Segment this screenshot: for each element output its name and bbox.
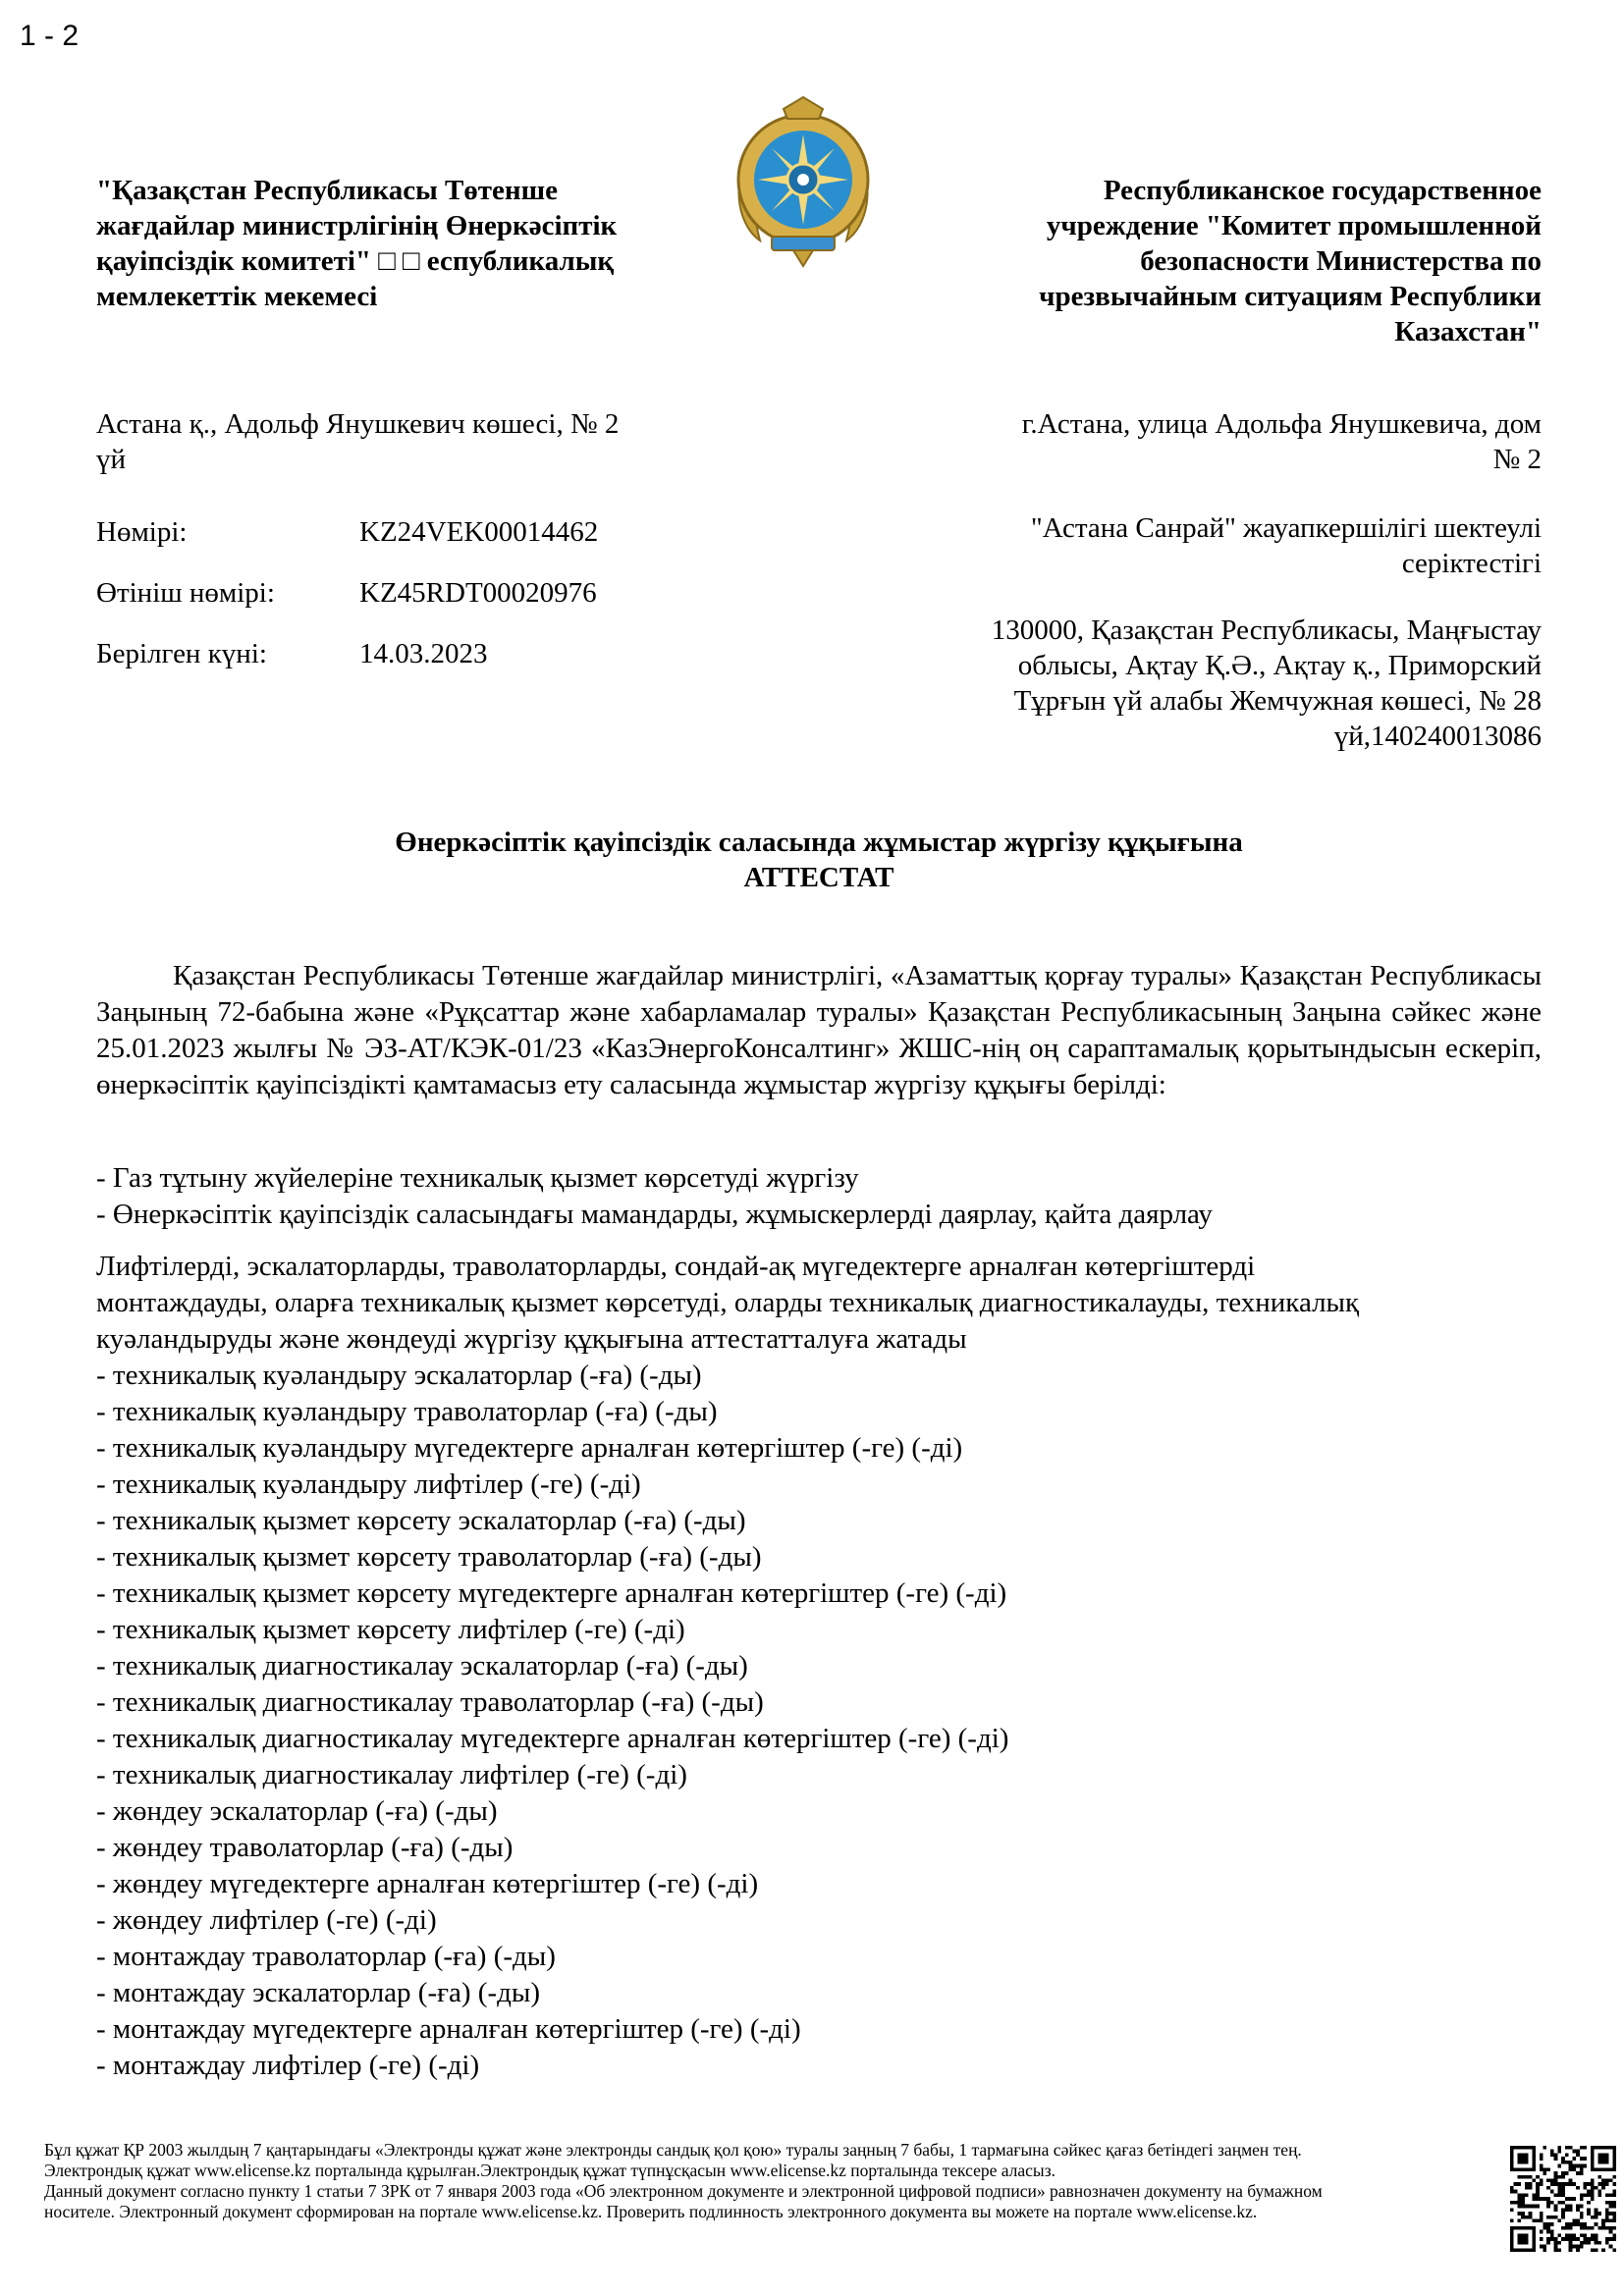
qr-code-icon	[1510, 2146, 1616, 2252]
address-kz-line: Астана қ., Адольф Янушкевич көшесі, № 2	[96, 408, 620, 440]
issuer-address-kazakh	[96, 406, 705, 477]
list-item: - техникалық куәландыру лифтілер (-ге) (-ді)	[96, 1468, 641, 1500]
issue-date-value: 14.03.2023	[359, 638, 488, 669]
issuer-kz-line: "Қазақстан Республикасы Төтенше	[96, 175, 558, 206]
list-item: - техникалық куәландыру траволаторлар (-ға) (-ды)	[96, 1396, 718, 1427]
list-item: - монтаждау траволаторлар (-ға) (-ды)	[96, 1941, 556, 1972]
issuer-address-russian	[903, 406, 1542, 477]
list-item: - Өнеркәсіптік қауіпсіздік саласындағы мамандарды, жұмыскерлерді даярлау, қайта даярлау	[96, 1199, 1213, 1230]
list-item: - техникалық қызмет көрсету траволаторлар (-ға) (-ды)	[96, 1541, 762, 1573]
issuer-ru-line: чрезвычайным ситуациям Республики	[1039, 281, 1542, 312]
address-ru-line: № 2	[1492, 444, 1542, 475]
recipient-name-line: серіктестігі	[1401, 548, 1542, 579]
list-item: - техникалық куәландыру эскалаторлар (-ға) (-ды)	[96, 1360, 702, 1391]
list-item: - техникалық қызмет көрсету эскалаторлар (-ға) (-ды)	[96, 1505, 746, 1536]
footer-line: носителе. Электронный документ сформирован на портале www.elicense.kz. Проверить подлинность электронного документа вы можете на портале www.elicense.kz.	[44, 2202, 1258, 2221]
list-item: - техникалық диагностикалау эскалаторлар (-ға) (-ды)	[96, 1650, 748, 1682]
address-kz-line: үй	[96, 444, 127, 475]
recipient-address-line: үй,140240013086	[1333, 721, 1542, 752]
list-item: - жөндеу мүгедектерге арналған көтергіштер (-ге) (-ді)	[96, 1868, 759, 1899]
title-line: Өнеркәсіптік қауіпсіздік саласында жұмыстар жүргізу құқығына	[395, 827, 1243, 858]
number-value: KZ24VEK00014462	[359, 516, 599, 548]
issuer-kz-line: жағдайлар министрлігінің Өнеркәсіптік	[96, 210, 618, 241]
issuer-ru-line: Казахстан"	[1394, 316, 1542, 347]
list-item: - жөндеу лифтілер (-ге) (-ді)	[96, 1904, 437, 1936]
number-label: Нөмірі:	[96, 516, 188, 548]
recipient-address-line: 130000, Қазақстан Республикасы, Маңғыстау	[991, 614, 1542, 646]
document-title	[96, 825, 1542, 895]
application-number-label: Өтініш нөмірі:	[96, 577, 275, 609]
recipient-address-line: облысы, Ақтау Қ.Ә., Ақтау қ., Приморский	[1017, 650, 1542, 681]
issuer-kz-line: қауіпсіздік комитеті" □ □ еспубликалық	[96, 245, 615, 277]
issuer-name-russian	[943, 173, 1542, 349]
issuer-name-kazakh	[96, 173, 705, 314]
legal-footer	[44, 2140, 1488, 2222]
list-item: - техникалық куәландыру мүгедектерге арналған көтергіштер (-ге) (-ді)	[96, 1432, 963, 1464]
list-item: Лифтілерді, эскалаторларды, траволаторларды, сондай-ақ мүгедектерге арналған көтергіштерді	[96, 1251, 1256, 1282]
issuer-ru-line: учреждение "Комитет промышленной	[1046, 210, 1542, 241]
state-emblem-icon	[725, 93, 882, 270]
list-item: - техникалық диагностикалау лифтілер (-ге) (-ді)	[96, 1759, 687, 1790]
lift-works-list	[96, 1249, 1542, 2084]
list-item: - монтаждау лифтілер (-ге) (-ді)	[96, 2050, 480, 2081]
intro-paragraph: Қазақстан Республикасы Төтенше жағдайлар министрлігі, «Азаматтық қорғау туралы» Қазақстан Республикасы Заңының 72-бабына және «Рұқсаттар және хабарламалар туралы» Қазақстан Республикасының Заңына сәйкес және 25.01.2023 жылғы № ЭЗ-АТ/КЭК-01/23 «КазЭнергоКонсалтинг» ЖШС-нің оң сараптамалық қорытындысын ескеріп, өнеркәсіптік қауіпсіздікті қамтамасыз ету саласында жұмыстар жүргізу құқығы берілді:	[96, 960, 1542, 1100]
title-line: АТТЕСТАТ	[743, 862, 894, 893]
list-item: - техникалық қызмет көрсету лифтілер (-ге) (-ді)	[96, 1614, 685, 1645]
footer-line: Данный документ согласно пункту 1 статьи 7 ЗРК от 7 января 2003 года «Об электронном документе и электронной цифровой подписи» равнозначен документу на бумажном	[44, 2181, 1323, 2201]
list-item: куәландыруды және жөндеуді жүргізу құқығына аттестатталуға жатады	[96, 1323, 967, 1355]
list-item: монтаждауды, оларға техникалық қызмет көрсетуді, оларды техникалық диагностикалауды, техникалық	[96, 1287, 1360, 1318]
issue-date-label: Берілген күні:	[96, 638, 267, 669]
list-item: - техникалық диагностикалау мүгедектерге арналған көтергіштер (-ге) (-ді)	[96, 1723, 1009, 1754]
recipient-address	[903, 613, 1542, 754]
list-item: - жөндеу траволаторлар (-ға) (-ды)	[96, 1832, 514, 1863]
list-item: - монтаждау эскалаторлар (-ға) (-ды)	[96, 1977, 541, 2008]
recipient-name	[903, 510, 1542, 581]
issuer-ru-line: Республиканское государственное	[1103, 175, 1542, 206]
address-ru-line: г.Астана, улица Адольфа Янушкевича, дом	[1021, 408, 1542, 440]
permitted-works-list	[96, 1160, 1542, 1233]
list-item: - Газ тұтыну жүйелеріне техникалық қызмет көрсетуді жүргізу	[96, 1162, 859, 1194]
recipient-name-line: "Астана Санрай" жауапкершілігі шектеулі	[1030, 512, 1542, 544]
issuer-ru-line: безопасности Министерства по	[1140, 245, 1542, 277]
recipient-address-line: Тұрғын үй алабы Жемчужная көшесі, № 28	[1013, 685, 1542, 717]
issuer-kz-line: мемлекеттік мекемесі	[96, 281, 378, 312]
list-item: - жөндеу эскалаторлар (-ға) (-ды)	[96, 1795, 498, 1827]
footer-line: Электрондық құжат www.elicense.kz порталында құрылған.Электрондық құжат түпнұсқасын www.elicense.kz порталында тексере аласыз.	[44, 2161, 1056, 2180]
list-item: - техникалық диагностикалау траволаторлар (-ға) (-ды)	[96, 1686, 764, 1718]
list-item: - техникалық қызмет көрсету мүгедектерге арналған көтергіштер (-ге) (-ді)	[96, 1577, 1007, 1609]
application-number-value: KZ45RDT00020976	[359, 577, 597, 609]
page-number: 1 - 2	[20, 20, 80, 52]
footer-line: Бұл құжат ҚР 2003 жылдың 7 қаңтарындағы «Электронды құжат және электронды сандық қол қою» туралы заңның 7 бабы, 1 тармағына сәйкес қағаз бетіндегі заңмен тең.	[44, 2140, 1302, 2160]
list-item: - монтаждау мүгедектерге арналған көтергіштер (-ге) (-ді)	[96, 2013, 801, 2045]
